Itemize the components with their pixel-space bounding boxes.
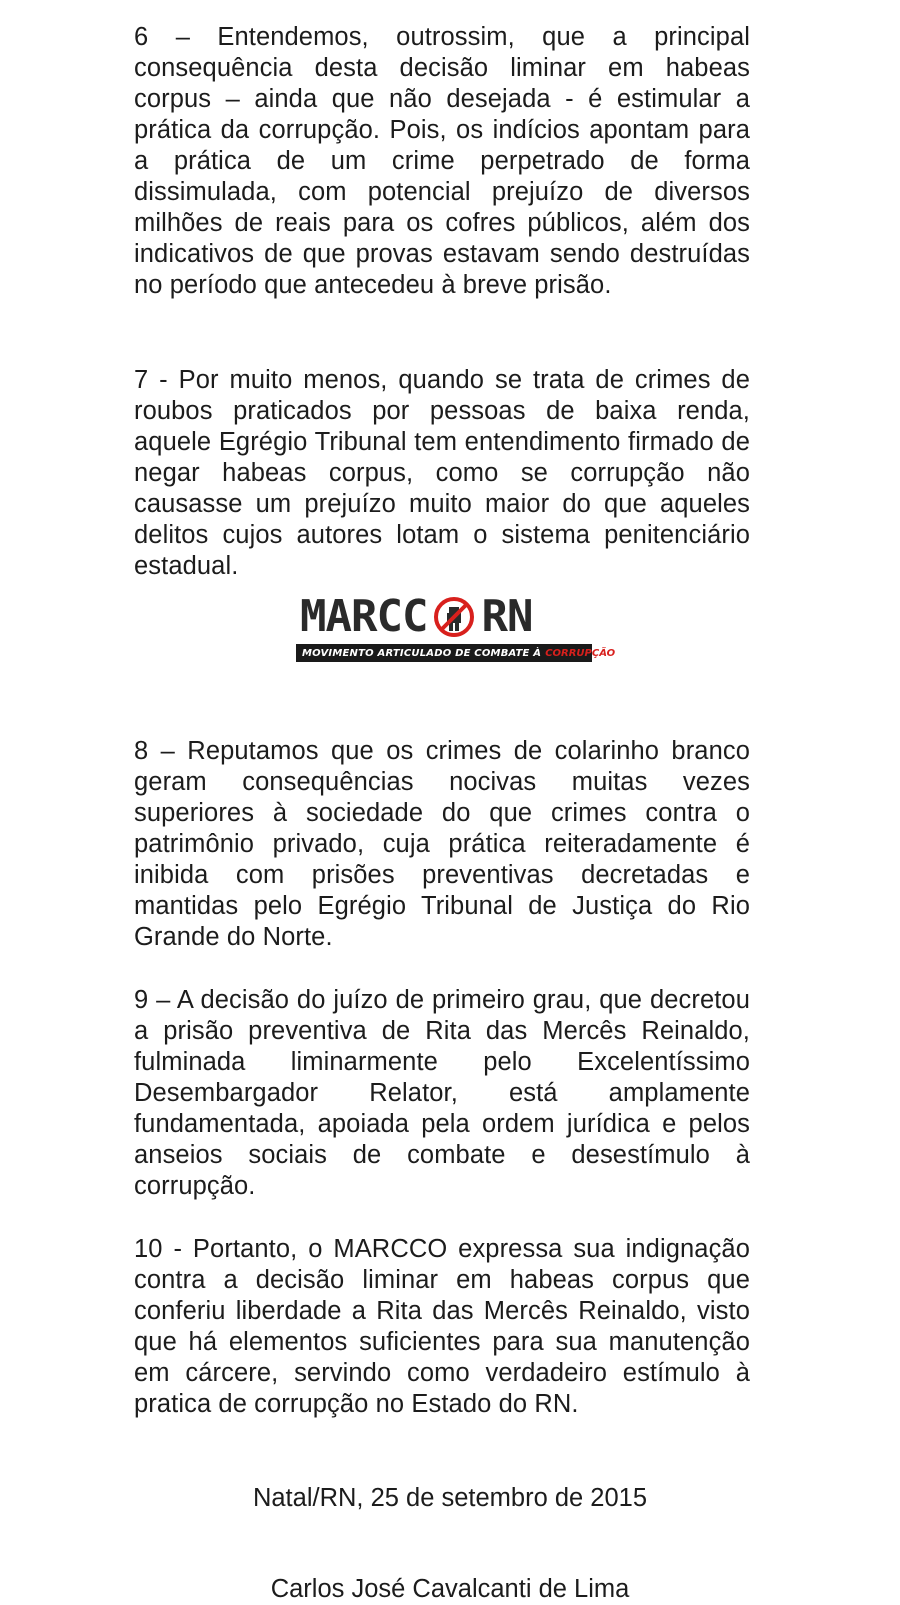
date-line: Natal/RN, 25 de setembro de 2015: [252, 1484, 648, 1512]
marcco-rn-logo: [296, 591, 616, 666]
logo-tagline: MOVIMENTO ARTICULADO DE COMBATE À: [302, 647, 542, 659]
signature-name: Carlos José Cavalcanti de Lima: [270, 1575, 630, 1603]
paragraph-6: 6 – Entendemos, outrossim, que a principal consequência desta decisão liminar em habeas corpus – ainda que não desejada - é estimular a prática da corrupção. Pois, os indícios apontam para a prática de um crime perpetrado de forma dissimulada, com potencial prejuízo de diversos milhões de reais para os cofres públicos, além dos indicativos de que provas estavam sendo destruídas no período que antecedeu à breve prisão.: [134, 23, 750, 299]
logo-letters-right: RN: [477, 594, 536, 640]
logo-tagline-highlight: CORRUPÇÃO: [545, 647, 616, 659]
paragraph-10: 10 - Portanto, o MARCCO expressa sua indignação contra a decisão liminar em habeas corpus que conferiu liberdade a Rita das Mercês Reinaldo, visto que há elementos suficientes para sua manutenção em cárcere, servindo como verdadeiro estímulo à pratica de corrupção no Estado do RN.: [134, 1235, 750, 1418]
logo-tagline-bar: [296, 644, 616, 662]
paragraph-8: 8 – Reputamos que os crimes de colarinho branco geram consequências nocivas muitas vezes superiores à sociedade do que crimes contra o patrimônio privado, cuja prática reiteradamente é inibida com prisões preventivas decretadas e mantidas pelo Egrégio Tribunal de Justiça do Rio Grande do Norte.: [134, 737, 750, 951]
paragraph-7: 7 - Por muito menos, quando se trata de crimes de roubos praticados por pessoas de baixa renda, aquele Egrégio Tribunal tem entendimento firmado de negar habeas corpus, como se corrupção não causasse um prejuízo muito maior do que aqueles delitos cujos autores lotam o sistema penitenciário estadual.: [134, 366, 750, 580]
logo-letters-left: MARCC: [296, 594, 431, 640]
no-corruption-icon: [431, 594, 477, 640]
logo-wordmark: [296, 591, 592, 642]
paragraph-9: 9 – A decisão do juízo de primeiro grau, que decretou a prisão preventiva de Rita das Mercês Reinaldo, fulminada liminarmente pelo Excelentíssimo Desembargador Relator, está amplamente fundamentada, apoiada pela ordem jurídica e pelos anseios sociais de combate e desestímulo à corrupção.: [134, 986, 750, 1200]
